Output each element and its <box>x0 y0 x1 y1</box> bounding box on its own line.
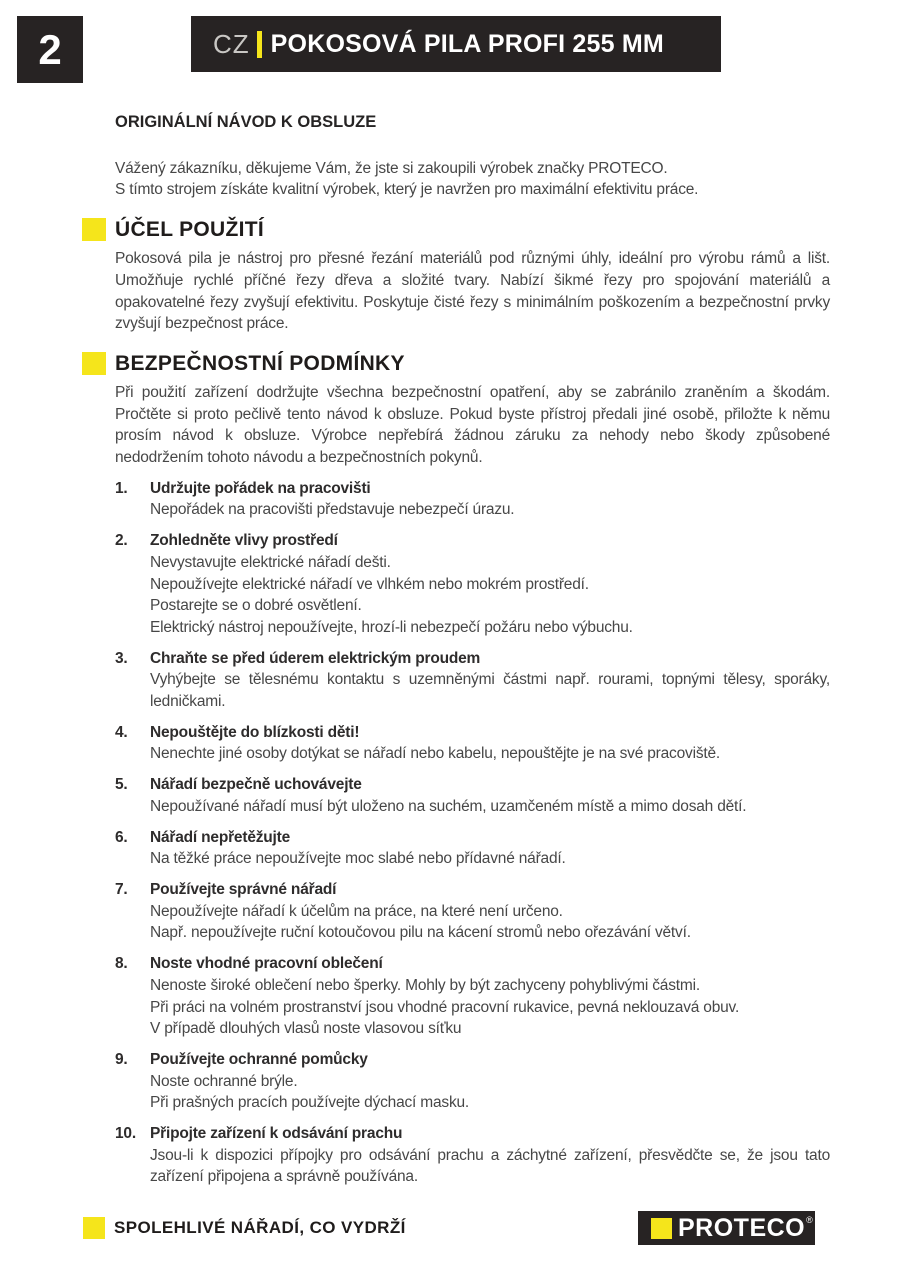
rule-title: Udržujte pořádek na pracovišti <box>150 479 371 497</box>
rule-content <box>150 1123 830 1188</box>
rule-item <box>115 478 830 521</box>
rule-item <box>115 648 830 713</box>
rule-line: Jsou-li k dispozici přípojky pro odsávání prachu a záchytné zařízení, přesvědčte se, že jsou tato zařízení připojena a správně používána. <box>150 1146 830 1186</box>
registered-mark: ® <box>806 1215 813 1225</box>
brand-logo <box>638 1211 815 1245</box>
language-label: CZ <box>213 28 250 59</box>
rule-number: 10. <box>115 1125 136 1143</box>
intro-line: Vážený zákazníku, děkujeme Vám, že jste si zakoupili výrobek značky PROTECO. <box>115 159 668 177</box>
section-heading-text: ÚČEL POUŽITÍ <box>115 217 265 241</box>
rule-title: Nářadí nepřetěžujte <box>150 828 291 846</box>
footer-marker-icon <box>83 1217 105 1239</box>
rule-line: Vyhýbejte se tělesnému kontaktu s uzemněnými částmi např. rourami, topnými tělesy, sporáky, ledničkami. <box>150 671 830 711</box>
rule-line: Nepoužívejte nářadí k účelům na práce, na které není určeno. <box>150 902 563 920</box>
rule-number: 3. <box>115 649 128 667</box>
rule-content <box>150 774 830 817</box>
rule-title: Připojte zařízení k odsávání prachu <box>150 1125 403 1143</box>
intro-line: S tímto strojem získáte kvalitní výrobek, který je navržen pro maximální efektivitu práce. <box>115 181 699 199</box>
header-title-bar <box>191 16 721 72</box>
rule-number: 6. <box>115 828 128 846</box>
rule-line: Na těžké práce nepoužívejte moc slabé nebo přídavné nářadí. <box>150 850 566 868</box>
doc-subtitle: ORIGINÁLNÍ NÁVOD K OBSLUZE <box>115 113 377 131</box>
footer-tagline <box>83 1217 406 1239</box>
rule-number: 2. <box>115 532 128 550</box>
rule-content <box>150 478 830 521</box>
rule-number: 7. <box>115 880 128 898</box>
rule-number: 5. <box>115 776 128 794</box>
rule-item <box>115 1049 830 1114</box>
rule-line: Nevystavujte elektrické nářadí dešti. <box>150 553 391 571</box>
rule-item <box>115 879 830 944</box>
section-heading-text: BEZPEČNOSTNÍ PODMÍNKY <box>115 351 405 375</box>
safety-rules-list <box>115 478 830 1188</box>
tagline-text: SPOLEHLIVÉ NÁŘADÍ, CO VYDRŽÍ <box>114 1218 406 1237</box>
section-safety <box>115 352 830 469</box>
rule-title: Používejte správné nářadí <box>150 880 337 898</box>
logo-marker-icon <box>651 1218 672 1239</box>
rule-line: Postarejte se o dobré osvětlení. <box>150 597 362 615</box>
section-heading <box>82 218 830 241</box>
rule-line: Nepořádek na pracovišti představuje nebezpečí úrazu. <box>150 501 515 519</box>
rule-content <box>150 953 830 1040</box>
rule-line: Nenechte jiné osoby dotýkat se nářadí nebo kabelu, nepouštějte je na své pracoviště. <box>150 745 720 763</box>
rule-line: V případě dlouhých vlasů noste vlasovou síťku <box>150 1020 462 1038</box>
rule-line: Nepoužívejte elektrické nářadí ve vlhkém nebo mokrém prostředí. <box>150 575 589 593</box>
rule-content <box>150 827 830 870</box>
rule-number: 9. <box>115 1050 128 1068</box>
rule-title: Chraňte se před úderem elektrickým proudem <box>150 649 481 667</box>
rule-title: Používejte ochranné pomůcky <box>150 1050 368 1068</box>
section-body: Při použití zařízení dodržujte všechna bezpečnostní opatření, aby se zabránilo zraněním a škodám. Pročtěte si proto pečlivě tento návod k obsluze. Pokud byste přístroj předali jiné osobě, přiložte k němu prosím návod k obsluze. Výrobce nepřebírá žádnou záruku za nehody nebo škody způsobené nedodržením tohoto návodu a bezpečnostních pokynů. <box>115 383 830 467</box>
section-marker-icon <box>82 352 106 375</box>
rule-number: 1. <box>115 479 128 497</box>
rule-title: Noste vhodné pracovní oblečení <box>150 955 383 973</box>
rule-number: 4. <box>115 723 128 741</box>
page-number-box <box>17 16 83 83</box>
rule-line: Např. nepoužívejte ruční kotoučovou pilu na kácení stromů nebo ořezávání větví. <box>150 924 691 942</box>
rule-content <box>150 648 830 713</box>
rule-content <box>150 722 830 765</box>
section-purpose <box>115 218 830 335</box>
rule-item <box>115 774 830 817</box>
section-body: Pokosová pila je nástroj pro přesné řezání materiálů pod různými úhly, ideální pro výrobu rámů a lišt. Umožňuje rychlé příčné řezy dřeva a složité tvary. Nabízí šikmé řezy pro spojování materiálů a opakovatelné řezy zvyšují efektivitu. Poskytuje čisté řezy s minimálním poškozením a bezpečnostní prvky zvyšují bezpečnost práce. <box>115 250 830 333</box>
page-number: 2 <box>38 25 62 73</box>
rule-content <box>150 530 830 639</box>
section-heading <box>82 352 830 375</box>
rule-title: Nepouštějte do blízkosti děti! <box>150 723 360 741</box>
content-column <box>115 112 830 1188</box>
rule-content <box>150 879 830 944</box>
rule-item <box>115 953 830 1040</box>
rule-title: Zohledněte vlivy prostředí <box>150 532 338 550</box>
document-title: POKOSOVÁ PILA PROFI 255 MM <box>270 29 664 58</box>
rule-content <box>150 1049 830 1114</box>
logo-text: PROTECO <box>678 1213 806 1242</box>
rule-line: Noste ochranné brýle. <box>150 1072 298 1090</box>
divider-bar-icon <box>257 31 262 58</box>
rule-line: Elektrický nástroj nepoužívejte, hrozí-li nebezpečí požáru nebo výbuchu. <box>150 618 633 636</box>
rule-line: Nenoste široké oblečení nebo šperky. Mohly by být zachyceny pohyblivými částmi. <box>150 976 700 994</box>
rule-number: 8. <box>115 955 128 973</box>
rule-line: Při prašných pracích používejte dýchací masku. <box>150 1094 470 1112</box>
section-marker-icon <box>82 218 106 241</box>
rule-line: Nepoužívané nářadí musí být uloženo na suchém, uzamčeném místě a mimo dosah dětí. <box>150 797 747 815</box>
rule-item <box>115 722 830 765</box>
rule-item <box>115 530 830 639</box>
rule-item <box>115 1123 830 1188</box>
rule-line: Při práci na volném prostranství jsou vhodné pracovní rukavice, pevná neklouzavá obuv. <box>150 998 740 1016</box>
rule-title: Nářadí bezpečně uchovávejte <box>150 776 362 794</box>
intro-paragraph <box>115 158 830 201</box>
rule-item <box>115 827 830 870</box>
